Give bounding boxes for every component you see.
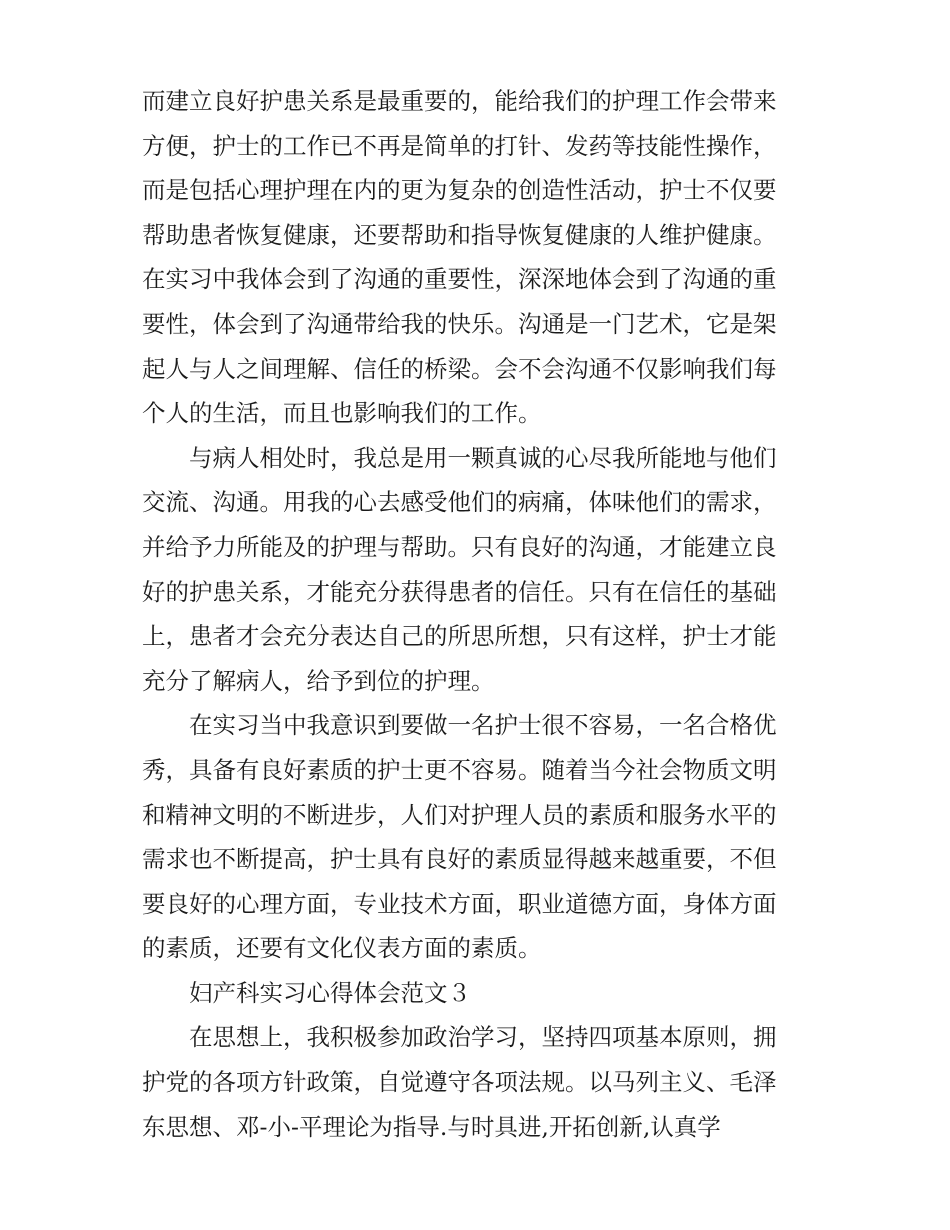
text-line: 妇产科实习心得体会范文３ — [189, 978, 471, 1007]
text-line: 和精神文明的不断进步，人们对护理人员的素质和服务水平的 — [142, 800, 777, 829]
text-line: 东思想、邓-小-平理论为指导.与时具进,开拓创新,认真学 — [142, 1112, 721, 1141]
text-line: 要性，体会到了沟通带给我的快乐。沟通是一门艺术，它是架 — [142, 309, 777, 338]
text-line: 个人的生活，而且也影响我们的工作。 — [142, 399, 542, 428]
text-line: 好的护患关系，才能充分获得患者的信任。只有在信任的基础 — [142, 577, 777, 606]
text-line: 在思想上，我积极参加政治学习，坚持四项基本原则，拥 — [189, 1023, 777, 1052]
text-line: 起人与人之间理解、信任的桥梁。会不会沟通不仅影响我们每 — [142, 354, 777, 383]
text-line: 充分了解病人，给予到位的护理。 — [142, 666, 495, 695]
text-line: 而建立良好护患关系是最重要的，能给我们的护理工作会带来 — [142, 87, 777, 115]
text-line: 护党的各项方针政策，自觉遵守各项法规。以马列主义、毛泽 — [142, 1068, 777, 1097]
text-line: 与病人相处时，我总是用一颗真诚的心尽我所能地与他们 — [189, 443, 777, 472]
text-line: 上，患者才会充分表达自己的所思所想，只有这样，护士才能 — [142, 622, 777, 651]
text-line: 要良好的心理方面，专业技术方面，职业道德方面，身体方面 — [142, 889, 777, 918]
text-line: 帮助患者恢复健康，还要帮助和指导恢复健康的人维护健康。 — [142, 220, 777, 249]
text-line: 而是包括心理护理在内的更为复杂的创造性活动，护士不仅要 — [142, 176, 777, 205]
text-line: 并给予力所能及的护理与帮助。只有良好的沟通，才能建立良 — [142, 532, 777, 561]
text-line: 的素质，还要有文化仪表方面的素质。 — [142, 934, 542, 963]
text-line: 需求也不断提高，护士具有良好的素质显得越来越重要，不但 — [142, 845, 777, 874]
text-line: 交流、沟通。用我的心去感受他们的病痛，体味他们的需求， — [142, 488, 777, 517]
text-line: 秀，具备有良好素质的护士更不容易。随着当今社会物质文明 — [142, 755, 777, 784]
text-line: 在实习中我体会到了沟通的重要性，深深地体会到了沟通的重 — [142, 265, 777, 294]
text-line: 在实习当中我意识到要做一名护士很不容易，一名合格优 — [189, 711, 777, 740]
text-line: 方便，护士的工作已不再是简单的打针、发药等技能性操作， — [142, 131, 777, 160]
document-body-text — [142, 79, 822, 1149]
